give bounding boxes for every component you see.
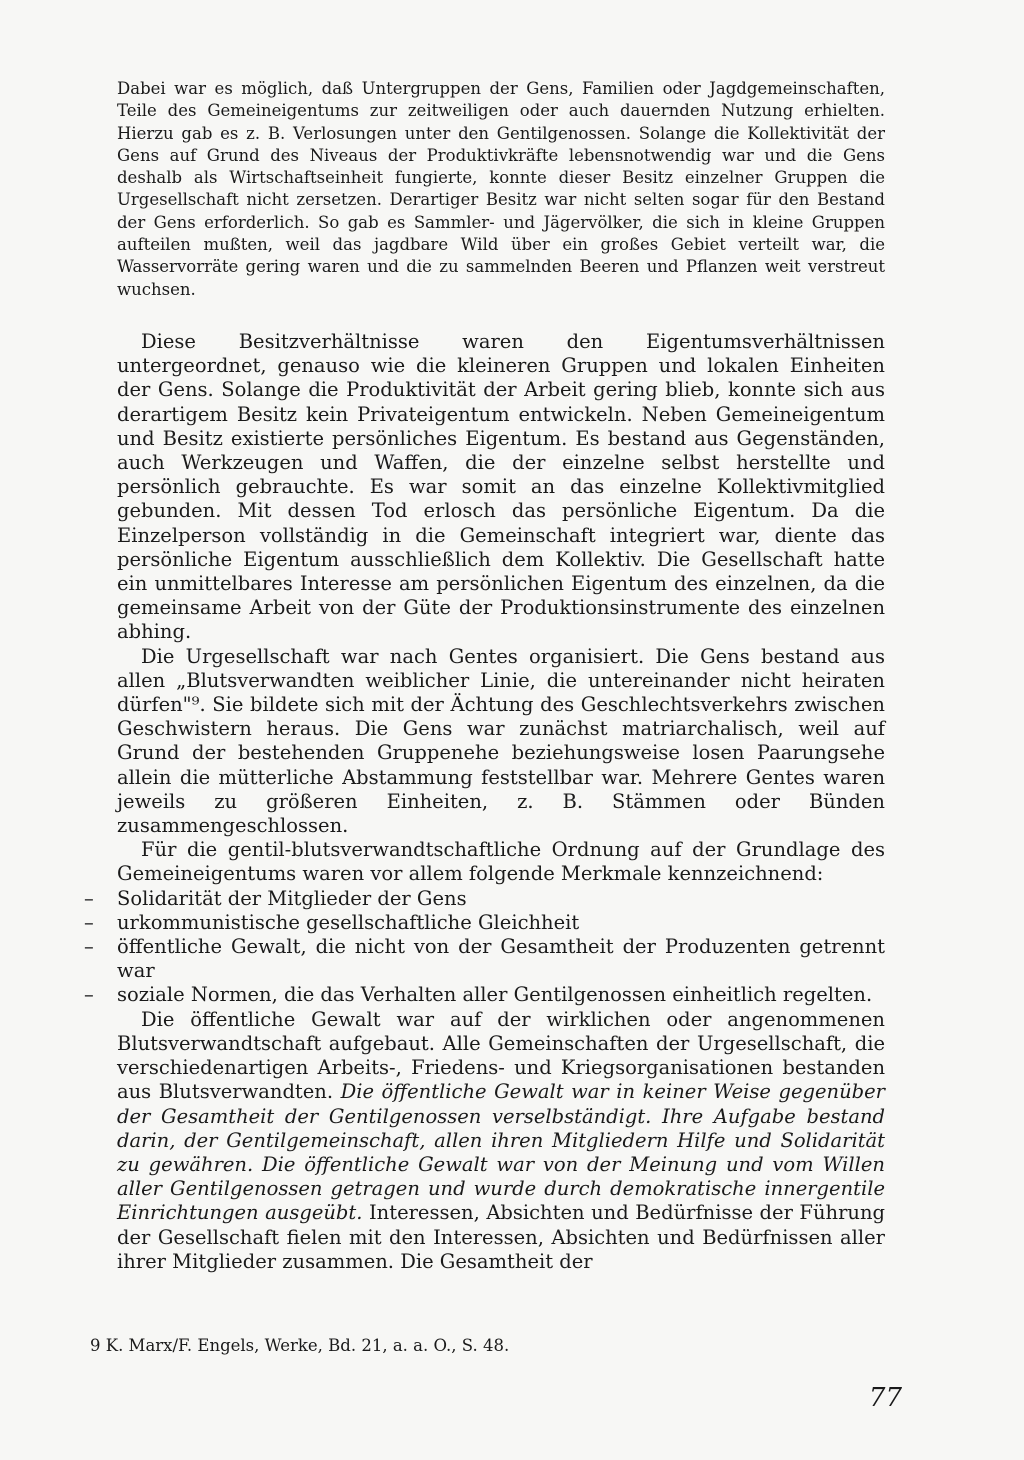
list-item-text: urkommunistische gesellschaftliche Gleichheit xyxy=(117,910,580,934)
paragraph-4-italic: Die öffentliche Gewalt war in keiner Weise gegenüber der Gesamtheit der Gentilgenossen verselbständigt. Ihre Aufgabe bestand darin, der Gentilgemeinschaft, allen ihren Mitgliedern Hilfe und Solidarität zu gewähren. Die öffentliche Gewalt war von der Meinung und vom Willen aller Gentilgenossen getragen und wurde durch demokratische innergentile Einrichtungen ausgeübt. xyxy=(117,1080,885,1225)
list-dash: – xyxy=(84,983,94,1007)
intro-block xyxy=(117,78,885,301)
page-number: 77 xyxy=(868,1383,902,1413)
paragraph-4 xyxy=(117,1008,885,1274)
paragraph-3: Für die gentil-blutsverwandtschaftliche Ordnung auf der Grundlage des Gemeineigentums waren vor allem folgende Merkmale kennzeichnend: xyxy=(117,838,885,886)
list-item xyxy=(84,935,885,983)
list-item xyxy=(84,886,885,911)
feature-list xyxy=(84,886,885,1008)
list-item-text: öffentliche Gewalt, die nicht von der Gesamtheit der Produzenten getrennt war xyxy=(117,935,885,983)
list-dash: – xyxy=(84,910,94,934)
list-dash: – xyxy=(84,935,94,959)
intro-paragraph: Dabei war es möglich, daß Untergruppen der Gens, Familien oder Jagdgemeinschaften, Teile des Gemeineigentums zur zeitweiligen oder auch dauernden Nutzung erhielten. Hierzu gab es z. B. Verlosungen unter den Gentilgenossen. Solange die Kollektivität der Gens auf Grund des Niveaus der Produktivkräfte lebensnotwendig war und die Gens deshalb als Wirtschaftseinheit fungierte, konnte dieser Besitz einzelner Gruppen die Urgesellschaft nicht zersetzen. Derartiger Besitz war nicht selten sogar für den Bestand der Gens erforderlich. So gab es Sammler- und Jägervölker, die sich in kleine Gruppen aufteilen mußten, weil das jagdbare Wild über ein großes Gebiet verteilt war, die Wasservorräte gering waren und die zu sammelnden Beeren und Pflanzen weit verstreut wuchsen. xyxy=(117,79,885,299)
list-item-text: Solidarität der Mitglieder der Gens xyxy=(117,886,467,910)
paragraph-1: Diese Besitzverhältnisse waren den Eigentumsverhältnissen untergeordnet, genauso wie die kleineren Gruppen und lokalen Einheiten der Gens. Solange die Produktivität der Arbeit gering blieb, konnte sich aus derartigem Besitz kein Privateigentum entwickeln. Neben Gemeineigentum und Besitz existierte persönliches Eigentum. Es bestand aus Gegenständen, auch Werkzeugen und Waffen, die der einzelne selbst herstellte und persönlich gebrauchte. Es war somit an das einzelne Kollektivmitglied gebunden. Mit dessen Tod erlosch das persönliche Eigentum. Da die Einzelperson vollständig in die Gemeinschaft integriert war, diente das persönliche Eigentum ausschließlich dem Kollektiv. Die Gesellschaft hatte ein unmittelbares Interesse am persönlichen Eigentum des einzelnen, da die gemeinsame Arbeit von der Güte der Produktionsinstrumente des einzelnen abhing. xyxy=(117,330,885,644)
paragraph-4-start: Die öffentliche Gewalt war auf der wirklichen oder angenommenen Blutsverwandtschaft aufgebaut. Alle Gemeinschaften der Urgesellschaft, die verschiedenartigen Arbeits-, Friedens- und Kriegsorganisationen bestanden aus Blutsverwandten. xyxy=(117,1007,885,1104)
list-item xyxy=(84,910,885,935)
list-item xyxy=(84,983,885,1007)
footnote: 9 K. Marx/F. Engels, Werke, Bd. 21, a. a. O., S. 48. xyxy=(90,1336,510,1355)
paragraph-4-end: Interessen, Absichten und Bedürfnisse der Führung der Gesellschaft fielen mit den Interessen, Absichten und Bedürfnissen aller ihrer Mitglieder zusammen. Die Gesamtheit der xyxy=(117,1201,885,1273)
main-text-block xyxy=(84,330,885,1274)
paragraph-2: Die Urgesellschaft war nach Gentes organisiert. Die Gens bestand aus allen „Blutsverwandten weiblicher Linie, die untereinander nicht heiraten dürfen"⁹. Sie bildete sich mit der Ächtung des Geschlechtsverkehrs zwischen Geschwistern heraus. Die Gens war zunächst matriarchalisch, weil auf Grund der bestehenden Gruppenehe beziehungsweise losen Paarungsehe allein die mütterliche Abstammung feststellbar war. Mehrere Gentes waren jeweils zu größeren Einheiten, z. B. Stämmen oder Bünden zusammengeschlossen. xyxy=(117,644,885,838)
list-dash: – xyxy=(84,886,94,910)
list-item-text: soziale Normen, die das Verhalten aller Gentilgenossen einheitlich regelten. xyxy=(117,983,873,1007)
